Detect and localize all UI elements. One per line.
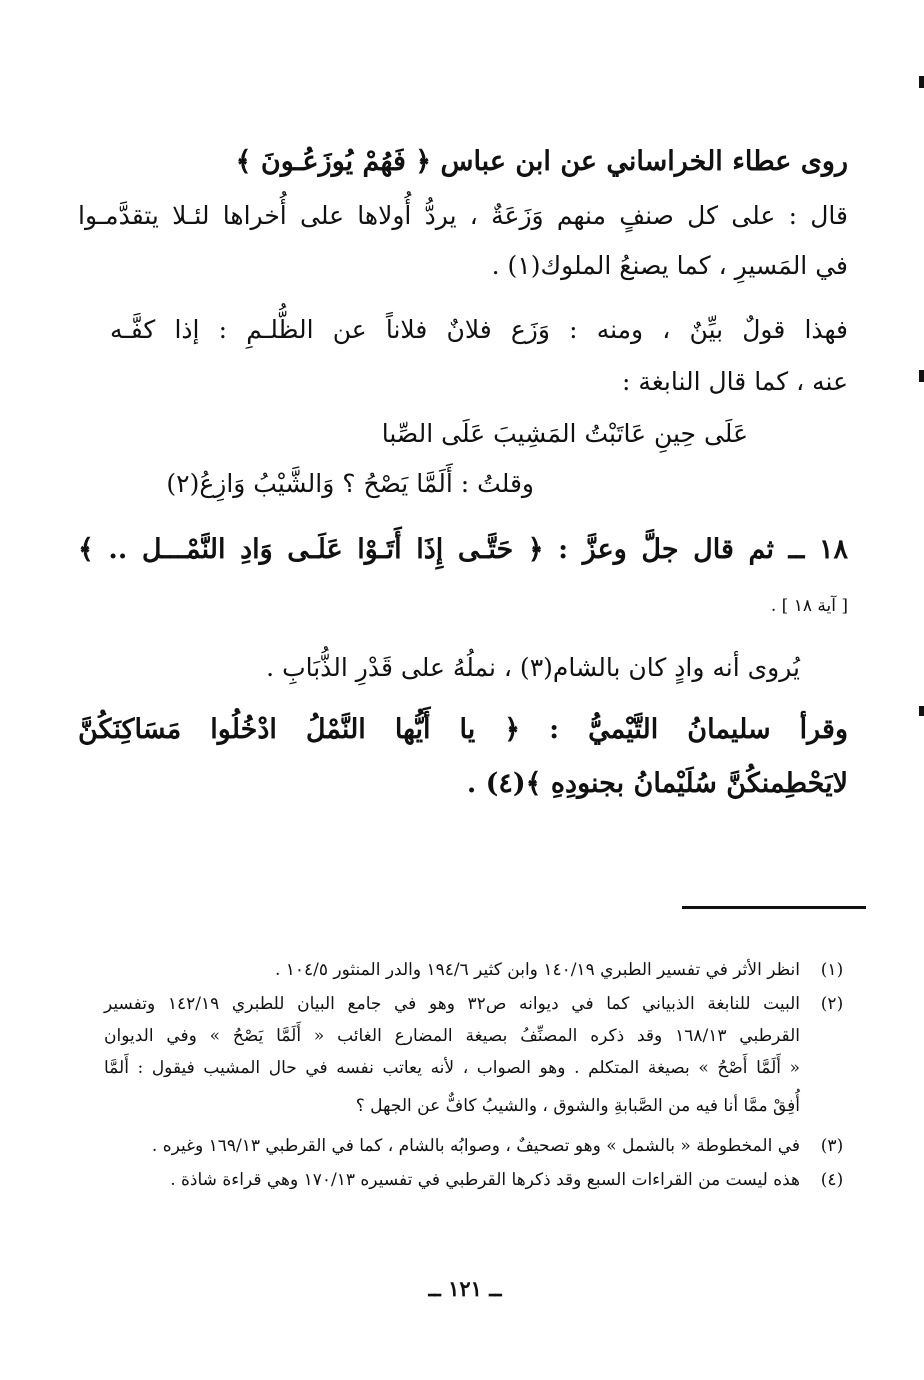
main-line-3: في المَسيرِ ، كما يصنعُ الملوك(١) . bbox=[491, 251, 848, 280]
footnote-number-2: (٢) bbox=[820, 994, 844, 1014]
main-line-1: روى عطاء الخراساني عن ابن عباس ﴿ فَهُمْ يُوزَعُـونَ ﴾ bbox=[235, 146, 848, 177]
edge-mark-middle bbox=[919, 370, 924, 382]
main-line-2: قال : على كل صنفٍ منهم وَزَعَةٌ ، يردُّ أُولاها على أُخراها لئـلا يتقدَّمـوا bbox=[78, 201, 848, 230]
footnote-1: انظر الأثر في تفسير الطبري ١٤٠/١٩ وابن كثير ١٩٤/٦ والدر المنثور ١٠٤/٥ . bbox=[274, 960, 800, 980]
edge-mark-lower bbox=[919, 706, 924, 716]
main-line-12: لايَحْطِمنكُنَّ سُلَيْمانُ بجنودِهِ ﴾(٤) . bbox=[466, 768, 848, 799]
poem-verse-1: عَلَى حِينِ عَاتَبْتُ المَشِيبَ عَلَى الصِّبا bbox=[381, 419, 748, 448]
main-line-4: فهذا قولٌ بيِّنٌ ، ومنه : وَزَع فلانٌ فلاناً عن الظُّلـمِ : إذا كفَّـه bbox=[110, 315, 848, 344]
footnote-3: في المخطوطة « بالشمل » وهو تصحيفٌ ، وصوابُه بالشام ، كما في القرطبي ١٦٩/١٣ وغيره . bbox=[151, 1136, 800, 1156]
footnote-number-3: (٣) bbox=[820, 1136, 844, 1156]
footnote-number-1: (١) bbox=[820, 960, 844, 980]
footnote-2-line-4: أُفِقْ ممَّا أنا فيه من الصَّبابةِ والشوق ، والشيبُ كافٌّ عن الجهل ؟ bbox=[355, 1096, 800, 1116]
footnote-2-line-3: « أَلَمَّا أَصْحُ » بصيغة المتكلم . وهو الصواب ، لأنه يعاتب نفسه في حال المشيب فيقول : أَلمَّا bbox=[104, 1058, 800, 1078]
main-line-11: وقرأ سليمانُ التَّيْميُّ : ﴿ يا أَيُّها النَّمْلُ ادْخُلُوا مَسَاكِنَكُنَّ bbox=[78, 714, 848, 745]
footnote-2-line-2: القرطبي ١٦٨/١٣ وقد ذكره المصنِّفُ بصيغة المضارع الغائب « أَلَمَّا يَصْحُ » وفي الديوان bbox=[104, 1026, 800, 1046]
footnote-4: هذه ليست من القراءات السبع وقد ذكرها القرطبي في تفسيره ١٧٠/١٣ وهي قراءة شاذة . bbox=[170, 1170, 800, 1190]
verse-reference: [ آية ١٨ ] . bbox=[770, 596, 848, 616]
edge-mark-top bbox=[919, 76, 924, 88]
footnote-divider bbox=[682, 906, 866, 909]
poem-verse-2: وقلتُ : أَلَمَّا يَصْحُ ؟ وَالشَّيْبُ وَازِعُ(٢) bbox=[166, 469, 534, 498]
main-line-5: عنه ، كما قال النابغة : bbox=[622, 367, 848, 396]
footnote-number-4: (٤) bbox=[820, 1170, 844, 1190]
footnote-2-line-1: البيت للنابغة الذبياني كما في ديوانه ص٣٢ وهو في جامع البيان للطبري ١٤٢/١٩ وتفسير bbox=[104, 994, 800, 1014]
verse-heading-18: ١٨ ــ ثم قال جلَّ وعزَّ : ﴿ حَتَّـى إِذَا أَتَـوْا عَلَـى وَادِ النَّمْـــل .. ﴾ bbox=[78, 534, 848, 565]
page-number: ــ ١٢١ ــ bbox=[428, 1276, 502, 1301]
main-line-10: يُروى أنه وادٍ كان بالشام(٣) ، نملُهُ على قَدْرِ الذُّبَابِ . bbox=[266, 653, 800, 682]
